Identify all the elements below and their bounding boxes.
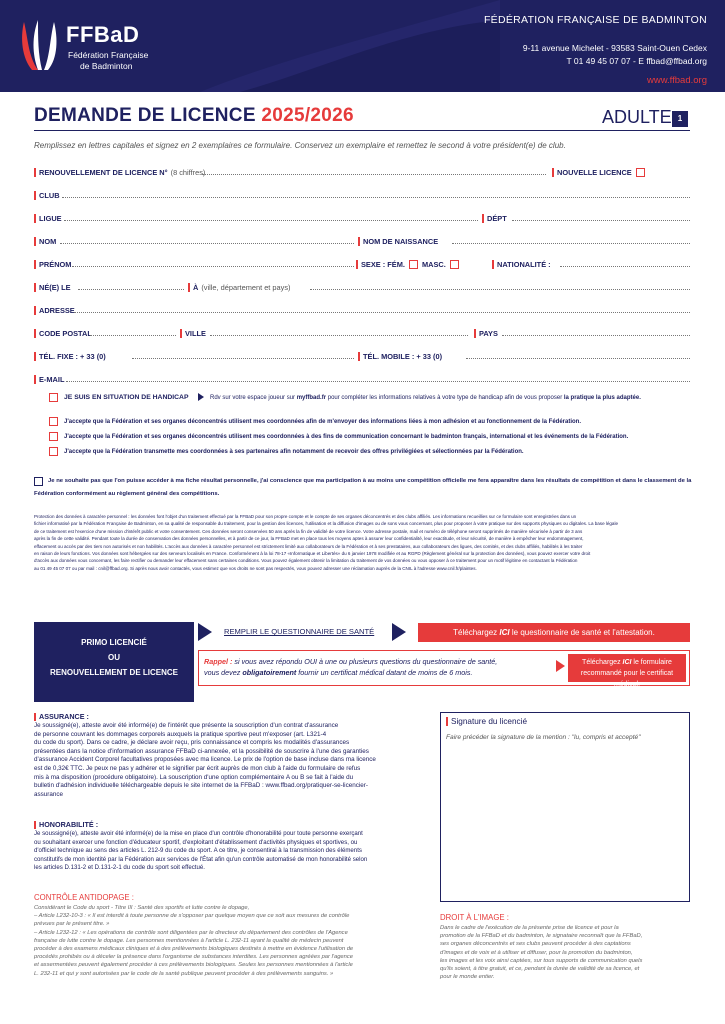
arrow-right-icon [198,393,204,401]
no-publish-line-2: Fédération conformément au règlement général des compétitions. [34,491,220,497]
arrow-right-icon [198,623,212,641]
sexe-masc-checkbox[interactable] [450,260,459,269]
consent-2-label: J'accepte que la Fédération et ses organes déconcentrés utilisent mes coordonnées à des fins de communication concernant le badminton français, international et les événements de la Fédération. [64,434,629,440]
nom-label: NOM [39,237,57,246]
tel-mobile-label: TÉL. MOBILE : + 33 (0) [363,352,443,361]
org-contact: T 01 49 45 07 07 - E ffbad@ffbad.org [566,56,707,66]
row-club [34,188,690,200]
org-address: 9-11 avenue Michelet - 93583 Saint-Ouen Cedex [522,43,707,53]
pays-input[interactable] [502,335,690,336]
title-main: DEMANDE DE LICENCE [34,105,262,126]
adresse-input[interactable] [74,312,690,313]
handicap-note: Rdv sur votre espace joueur sur myffbad.fr pour compléter les informations relatives à votre type de handicap afin de vous proposer la pratique la plus adaptée. [210,395,641,401]
consent-2-checkbox[interactable] [49,432,58,441]
intro-text: Remplissez en lettres capitales et signez en 2 exemplaires ce formulaire. Conservez un exemplaire et remettez le second à votre président(e) de club. [34,141,566,150]
renouvellement-label: RENOUVELLEMENT DE LICENCE N° [39,168,168,177]
droit-image-title: DROIT À L'IMAGE : [440,913,509,922]
nationalite-input[interactable] [560,266,690,267]
no-publish-line-1: Je ne souhaite pas que l'on puisse accéder à ma fiche résultat personnelle, j'ai conscience que ma participation à au moins une compétition officielle me fera apparaître dans les résultats de compétition et dans le classement de la [48,478,692,484]
arrow-right-icon [392,623,406,641]
nom-naissance-input[interactable] [452,243,690,244]
row-code-postal [34,326,690,338]
row-ligue [34,211,690,223]
consent-1-label: J'accepte que la Fédération et ses organes déconcentrés utilisent mes coordonnées afin de m'envoyer des informations liées à mon adhésion et au fonctionnement de la Fédération. [64,419,581,425]
questionnaire-link[interactable]: REMPLIR LE QUESTIONNAIRE DE SANTÉ [224,627,375,636]
email-label: E-MAIL [39,375,65,384]
nouvelle-licence-label: NOUVELLE LICENCE [557,168,632,177]
org-website-link[interactable]: www.ffbad.org [646,75,707,86]
row-nom [34,234,690,246]
prenom-input[interactable] [72,266,354,267]
adresse-label: ADRESSE [39,306,75,315]
title-year: 2025/2026 [261,105,354,126]
myffbad-link[interactable]: myffbad.fr [296,395,327,401]
logo-text: FFBaD [66,22,140,47]
honorabilite-title: HONORABILITÉ : [34,820,98,829]
page-number: 1 [672,111,688,127]
row-prenom [34,257,690,269]
prenom-label: PRÉNOM [39,260,72,269]
sexe-label: SEXE : FÉM. [361,260,405,269]
tel-fixe-label: TÉL. FIXE : + 33 (0) [39,352,106,361]
consent-3-label: J'accepte que la Fédération transmette mes coordonnées à ses partenaires afin notamment de recevoir des offres privilégiées et sélectionnées par la Fédération. [64,449,524,455]
renouvellement-hint: (8 chiffres) [170,168,206,177]
ville-input[interactable] [210,335,468,336]
antidopage-title: CONTRÔLE ANTIDOPAGE : [34,893,134,902]
arrow-right-icon [556,660,565,672]
honorabilite-text: Je soussigné(e), atteste avoir été informé(e) de la mise en place d'un contrôle d'honorabilité pour toute personne exerçant ou souhaitant exercer une fonction d'éducateur sportif, d'exploitant d'établissement d'activités physiques et sportives, ou d'officiel technique au sens des articles L. 212-9 du code du sport. A ce titre, je consentirai à la transmission des éléments constitutifs de mon identité par la Fédération aux services de l'État afin qu'un contrôle automatisé de mon honorabilité selon les articles D.131-2 et D.131-2-1 du code du sport soit effectué. [34,830,368,872]
consent-1-checkbox[interactable] [49,417,58,426]
email-input[interactable] [66,381,690,382]
club-input[interactable] [62,197,690,198]
org-name: FÉDÉRATION FRANÇAISE DE BADMINTON [483,14,707,26]
renouvellement-field [34,165,205,177]
sexe-fem-checkbox[interactable] [409,260,418,269]
lieu-input[interactable] [310,289,690,290]
download-questionnaire-button[interactable]: Téléchargez ICI le questionnaire de santé et l'attestation. [418,623,690,642]
row-email [34,372,690,384]
category-label: ADULTE [602,107,672,127]
lieu-hint: (ville, département et pays) [201,283,291,292]
dept-input[interactable] [512,220,690,221]
dept-label: DÉPT [487,214,507,223]
droit-image-text: Dans le cadre de l'exécution de la présente prise de licence et pour la promotion de la FFBaD et du badminton, le signataire reconnaît que la FFBaD, ses organes déconcentrés et ses clubs peuvent procéder à des captations d'images et de voix et à utiliser et diffuser, pour la promotion du badminton, les images et les voix ainsi captées, sur tous supports de communication quels qu'ils soient, à titre gratuit, et ce, pendant la durée de validité de sa licence, et pour le monde entier. [440,925,643,981]
nationalite-label: NATIONALITÉ : [497,260,551,269]
club-label: CLUB [39,191,60,200]
signature-hint: Faire précéder la signature de la mention : "lu, compris et accepté" [446,734,641,741]
row-telephone [34,349,690,361]
masc-label: MASC. [421,260,446,269]
page-title [34,105,354,127]
renouvellement-input[interactable] [202,174,546,175]
rappel-line-1: Rappel : si vous avez répondu OUI à une ou plusieurs questions du questionnaire de santé, [204,657,498,666]
ligue-label: LIGUE [39,214,62,223]
signature-title: Signature du licencié [446,717,527,726]
assurance-title: ASSURANCE : [34,712,89,721]
download-certificat-button[interactable]: Téléchargez ICI le formulaire recommandé pour le certificat médical. [568,654,686,682]
row-renouvellement [34,165,690,177]
ville-label: VILLE [185,329,206,338]
logo-subtitle-1: Fédération Française [68,50,149,60]
handicap-checkbox[interactable] [49,393,58,402]
nele-input[interactable] [78,289,184,290]
privacy-notice: Protection des données à caractère personnel : les données font l'objet d'un traitement effectué par la FFBaD pour son propre compte et le compte de ses organes déconcentrés et des clubs affiliés. Les informations recueillies sur ce formulaire sont enregistrées dans un fichier informatisé par la Fédération Française de Badminton, en sa qualité de responsable du traitement, pour la gestion des licences, l'utilisation et la diffusion d'images ou de sons vous concernant, plus pour proposer à votre pratique sur des supports physiques ou digitales. La base légale de ce traitement est l'exercice d'une mission d'intérêt public et votre consentement. Ces données seront conservées 50 ans après la fin de validité de votre licence. Votre adresse postale, mail et numéro de téléphone seront supprimés de manière sécurisée à partir de 3 ans après la fin de cette validité. Pendant toute la durée de conservation des données personnelles, et à partir de ce jour, la FFBaD met en place tous les moyens aptes à assurer leur confidentialité, leur exactitude, et leur sécurité, de manière à empêcher leur endommagement, effacement ou accès par des tiers non autorisés et non habilités. L'accès aux données à caractère personnel est strictement limité aux collaborateurs de la Fédération et à ses prestataires, aux collaborateurs des ligues, des comités, et des clubs affiliés, habilités à les traiter en raison de leurs fonctions. Vos données sont hébergées sur des serveurs localisés en France. Conformément à la loi 78-17 «Informatique et Libertés» du 6 janvier 1978 modifiée et au RGPD (Règlement général sur la protection des données), vous pouvez exercer votre droit d'accès aux données vous concernant, les faire rectifier ou demander leur effacement sans certaines conditions. Vous pouvez également obtenir la limitation du traitement de vos données ou vous opposer à ce traitement pour un motif légitime en contactant la Fédération au 01 49 45 07 07 ou par mail : cnil@ffbad.org. Si après nous avoir contactés, vous estimez que vos droits ne sont pas respectés, vous pouvez adresser une réclamation auprès de la CNIL à l'adresse www.cnil.fr/plaintes. [34,514,618,571]
nom-naissance-label: NOM DE NAISSANCE [363,237,439,246]
consent-3-checkbox[interactable] [49,447,58,456]
rappel-line-2: vous devez obligatoirement fournir un certificat médical datant de moins de 6 mois. [204,668,473,677]
antidopage-text: Considérant le Code du sport - Titre III : Santé des sportifs et lutte contre le dopage, – Article L232-10-3 : « Il est interdit à toute personne de s'opposer par quelque moyen que ce soit aux mesures de contrôle prévues par le présent titre. » – Article L232-12 : « Les opérations de contrôle sont diligentées par le directeur du département des contrôles de l'Agence française de lutte contre le dopage. Les personnes mentionnées à l'article L. 232-11 ayant la qualité de médecin peuvent procéder à des examens médicaux cliniques et à des prélèvements biologiques destinés à mettre en évidence l'utilisation de procédés prohibés ou à déceler la présence dans l'organisme de substances interdites. Les personnes agréées par l'agence et assermentées peuvent également procéder à ces prélèvements biologiques. Seules les personnes mentionnées à l'article L. 232-11 et qui y sont autorisées par le code de la santé publique peuvent procéder à des prélèvements sanguins. » [34,905,354,977]
tel-mobile-input[interactable] [466,358,690,359]
shuttlecock-logo-icon [18,18,62,74]
logo-subtitle-2: de Badminton [80,61,133,71]
primo-licencie-box: PRIMO LICENCIÉ OU RENOUVELLEMENT DE LICENCE [34,622,194,702]
nouvelle-licence-field [552,165,645,177]
nouvelle-licence-checkbox[interactable] [636,168,645,177]
assurance-text: Je soussigné(e), atteste avoir été informé(e) de l'intérêt que présente la souscription d'un contrat d'assurance de personne couvrant les dommages corporels auxquels la pratique sportive peut m'exposer (art. L321-4 du code du sport). Dans ce cadre, je déclare avoir reçu, pris connaissance et compris les modalités d'assurances présentées dans la notice d'information assurance FFBaD ci-annexée, et la possibilité de souscrire à l'une des garanties d'assurance Accident Corporel facultatives proposées avec ma licence. Le prix de l'option de base incluse dans ma licence est de 0,32€ TTC. Je peux ne pas y adhérer et le signifier par écrit auprès de mon club à l'aide du formulaire de refus mis à ma disposition (procédure obligatoire). La souscription d'une option complémentaire A ou B se fait à l'aide du bulletin d'adhésion individuelle téléchargeable depuis le site internet de la FFBaD : www.ffbad.org/pratiquer-se-licencier- assurance [34,722,376,798]
lieu-label: À [193,283,199,292]
code-postal-label: CODE POSTAL [39,329,92,338]
tel-fixe-input[interactable] [132,358,354,359]
no-publish-checkbox[interactable] [34,477,43,486]
row-naissance [34,280,690,292]
code-postal-input[interactable] [90,335,176,336]
title-divider [34,130,690,131]
pays-label: PAYS [479,329,498,338]
ffbad-logo [18,12,204,82]
handicap-label: JE SUIS EN SITUATION DE HANDICAP [64,394,189,401]
nom-input[interactable] [60,243,354,244]
ligue-input[interactable] [64,220,478,221]
header-decoration [200,0,500,92]
row-adresse [34,303,690,315]
nele-label: NÉ(E) LE [39,283,71,292]
